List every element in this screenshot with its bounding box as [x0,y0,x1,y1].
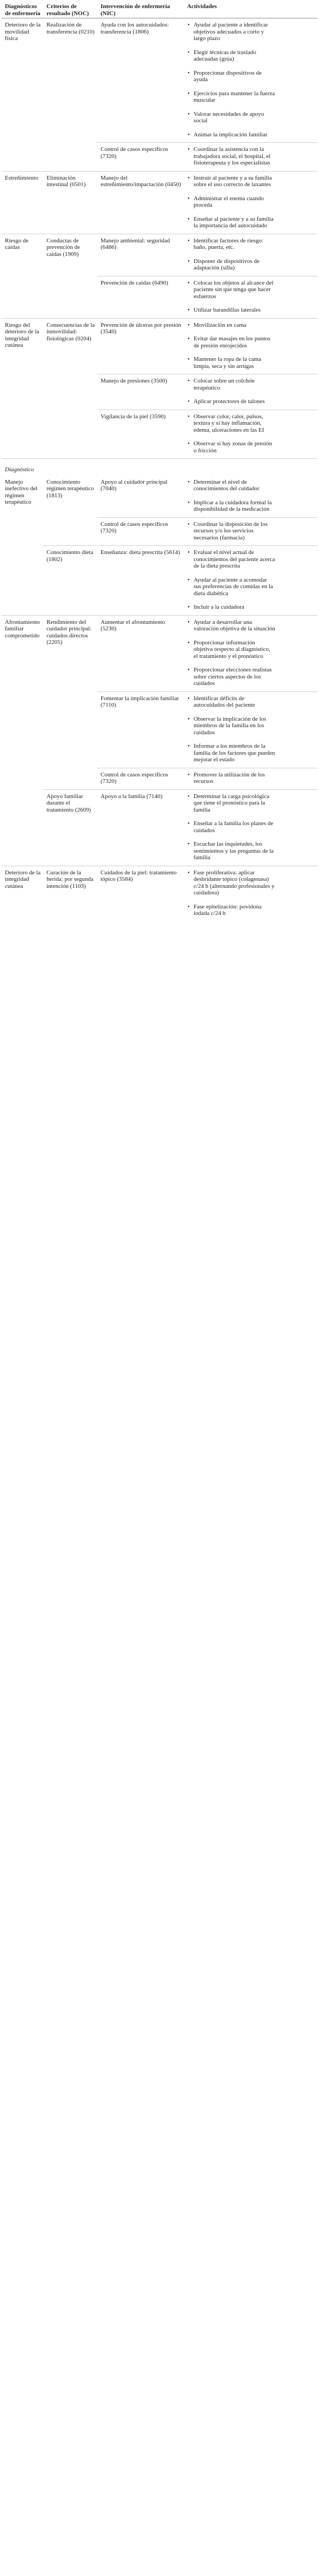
nic-cell: Prevención de caídas (6490) [97,276,184,318]
header-nic: Intervención de enfermería (NIC) [97,2,184,18]
activities-list [187,378,275,405]
noc-cell [43,768,97,789]
nic-cell: Cuidados de la piel: tratamiento tópico (3584) [97,866,184,921]
activity-item: • Valorar necesidades de apoyo social [187,111,275,124]
nic-cell: Manejo de presiones (3500) [97,374,184,410]
activity-item: • Observar la implicación de los miembros de la familia en los cuidados [187,716,275,736]
table-row [2,615,317,691]
activity-item: • Aplicar protectores de talones [187,398,275,405]
nic-cell: Manejo del estreñimiento/impactación (0450) [97,171,184,234]
table-row [2,234,317,276]
activity-item: • Disponer de dispositivos de adaptación (silla) [187,258,275,272]
activities-cell [184,234,317,276]
table-row [2,691,317,768]
table-row [2,276,317,318]
activities-list [187,772,275,785]
activities-list [187,238,275,272]
activity-item: • Fase proliferativa: aplicar desbridante tópico (colagenasa) c/24 h (alternando profesionales y cuidadora) [187,869,275,897]
activity-item: • Enseñar al paciente y a su familia la importancia del autocuidado [187,216,275,229]
noc-cell: Conocimiento régimen terapéutico (1813) [46,478,94,499]
diagnosis-cell [2,276,43,318]
activity-item: • Movilización en cama [187,322,275,329]
noc-cell: Conocimiento dieta (1802) [43,546,97,616]
nic-cell: Enseñanza: dieta prescrita (5614) [97,546,184,616]
noc-cell [43,374,97,410]
diagnosis-cell: Deterioro de la movilidad física [2,18,43,143]
activity-item: • Incluir a la cuidadora [187,604,275,611]
activity-item: • Determinar el nivel de conocimientos del cuidador [187,479,275,492]
activities-list [187,22,275,138]
activities-list [187,146,275,167]
activities-list [187,619,275,687]
table-row [2,768,317,789]
table-header [2,2,317,18]
header-noc: Criterios de resultado (NOC) [43,2,97,18]
activity-item: • Elegir técnicas de traslado adecuadas (grúa) [187,49,275,63]
activity-item: • Coordinar la disposición de los recursos y/o los servicios necesarios (farmacia) [187,521,275,542]
nic-cell: Control de casos específicos (7320) [97,143,184,172]
noc-cell [43,691,97,768]
activity-item: • Escuchar las inquietudes, los sentimientos y las preguntas de la familia [187,841,275,861]
noc-cell: Apoyo familiar durante el tratamiento (2609) [43,789,97,866]
activities-cell [184,546,317,616]
activities-cell [184,143,317,172]
noc-cell: Consecuencias de la inmovilidad: fisiológicas (0204) [43,318,97,374]
diagnosis-cell [2,768,43,789]
activity-item: • Determinar la carga psicológica que tiene el pronóstico para la familia [187,793,275,814]
nic-cell: Prevención de úlceras por presión (3540) [97,318,184,374]
activity-item: • Informar a los miembros de la familia de los factores que pueden mejorar el estado [187,743,275,763]
activity-item: • Observar si hay zonas de presión o fricción [187,440,275,454]
diagnosis-cell [2,691,43,768]
activity-item: • Ejercicios para mantener la fuerza muscular [187,90,275,104]
activity-item: • Proporcionar información objetiva respecto al diagnóstico, el tratamiento y el pronóstico [187,640,275,660]
noc-cell [43,276,97,318]
header-row [2,2,317,18]
table-row [2,789,317,866]
activities-list [187,413,275,454]
activities-cell [184,276,317,318]
diagnosis-cell: Riesgo del deterioro de la integridad cutánea [2,318,43,374]
diagnosis-cell: Manejo inefectivo del régimen terapéutico [5,478,38,505]
activity-item: • Proporcionar elecciones realistas sobre ciertos aspectos de los cuidados [187,667,275,687]
table-row [2,171,317,234]
activities-list [187,793,275,861]
nic-cell: Control de casos específicos (7320) [97,517,184,546]
activity-item: • Utilizar barandillas laterales [187,307,275,314]
activity-item: • Colocar sobre un colchón terapéutico [187,378,275,391]
nic-cell: Control de casos específicos (7320) [97,768,184,789]
noc-cell [43,143,97,172]
noc-cell: Conductas de prevención de caídas (1909) [43,234,97,276]
nursing-care-plan-table [2,2,317,921]
noc-cell: Rendimiento del cuidador principal: cuidados directos (2205) [43,615,97,691]
activities-cell [184,615,317,691]
nic-cell: Fomentar la implicación familiar (7110) [97,691,184,768]
activities-list [187,322,275,370]
activities-cell [184,691,317,768]
activity-item: • Mantener la ropa de la cama limpia, seca y sin arrugas [187,356,275,370]
table-row [2,410,317,459]
section-label: Diagnóstico [2,459,317,476]
activities-list [187,479,275,513]
activities-cell [184,18,317,143]
table-row [2,476,317,518]
noc-cell: Eliminación intestinal (0501) [43,171,97,234]
diagnosis-cell [2,517,43,546]
activities-list [187,521,275,542]
activity-item: • Implicar a la cuidadora formal la disponibilidad de la medicación [187,499,275,513]
activity-item: • Instruir al paciente y a su familia sobre el uso correcto de laxantes [187,175,275,188]
activities-cell [184,374,317,410]
noc-cell [43,517,97,546]
activities-list [187,869,275,917]
activities-list [187,175,275,229]
activities-cell [184,866,317,921]
activities-list [187,549,275,611]
activities-cell [184,476,317,518]
header-diagnosis: Diagnósticos de enfermería [2,2,43,18]
activity-item: • Identificar déficits de autocuidados del paciente [187,695,275,709]
activity-item: • Ayudar al paciente a acomodar sus preferencias de comidas en la dieta diabética [187,577,275,597]
table-row [2,18,317,143]
activities-cell [184,517,317,546]
activities-list [187,695,275,763]
noc-cell: Realización de transferencia (0210) [43,18,97,143]
table-row [2,318,317,374]
noc-cell [43,410,97,459]
activities-cell [184,318,317,374]
activities-cell [184,768,317,789]
table-row [2,517,317,546]
activities-cell [184,171,317,234]
nic-cell: Apoyo al cuidador principal (7040) [101,478,168,492]
diagnosis-cell [2,143,43,172]
activity-item: • Observar color, calor, pulsos, textura y si hay inflamación, edema, ulceraciones en las EI [187,413,275,434]
table-row [2,546,317,616]
nic-cell: Apoyo a la familia (7140) [97,789,184,866]
diagnosis-cell: Afrontamiento familiar comprometido [2,615,43,691]
activity-item: • Evaluar el nivel actual de conocimientos del paciente acerca de la dieta prescrita [187,549,275,570]
table-row [2,374,317,410]
section-label-row [2,459,317,476]
nic-cell: Manejo ambiental: seguridad (6486) [97,234,184,276]
table-body [2,18,317,921]
activity-item: • Administrar el enema cuando proceda [187,195,275,209]
table-row [2,866,317,921]
diagnosis-cell: Estreñimiento [2,171,43,234]
header-activities: Actividades [184,2,317,18]
nic-cell: Vigilancia de la piel (3590) [97,410,184,459]
activity-item: • Evitar dar masajes en los puntos de presión enrojecidos [187,335,275,349]
table-row [2,143,317,172]
diagnosis-cell: Deterioro de la integridad cutánea [2,866,43,921]
activity-item: • Coordinar la asistencia con la trabajadora social, el hospital, el fisioterapeuta y los especialistas [187,146,275,167]
activity-item: • Ayudar a desarrollar una valoración objetiva de la situación [187,619,275,633]
activities-cell [184,789,317,866]
diagnosis-cell: Riesgo de caídas [2,234,43,276]
diagnosis-cell [2,546,43,616]
activities-list [187,280,275,314]
activity-item: • Proporcionar dispositivos de ayuda [187,70,275,83]
activities-cell [184,410,317,459]
activity-item: • Animar la implicación familiar [187,131,275,139]
activity-item: • Fase epitelización: povidona iodada c/24 h [187,904,275,917]
diagnosis-cell [2,410,43,459]
activity-item: • Colocar los objetos al alcance del paciente sin que tenga que hacer esfuerzos [187,280,275,300]
nic-cell: Aumentar el afrontamiento (5230) [97,615,184,691]
activity-item: • Identificar factores de riesgo: baño, puerta, etc. [187,238,275,251]
nic-cell: Ayuda con los autocuidados: transferencia (1806) [97,18,184,143]
activity-item: • Enseñar a la familia los planes de cuidados [187,820,275,834]
diagnosis-cell [2,374,43,410]
activity-item: • Ayudar al paciente a identificar objetivos adecuados a corto y largo plazo [187,22,275,42]
noc-cell: Curación de la herida: por segunda intención (1103) [43,866,97,921]
diagnosis-cell [2,789,43,866]
activity-item: • Promover la utilización de los recursos [187,772,275,785]
